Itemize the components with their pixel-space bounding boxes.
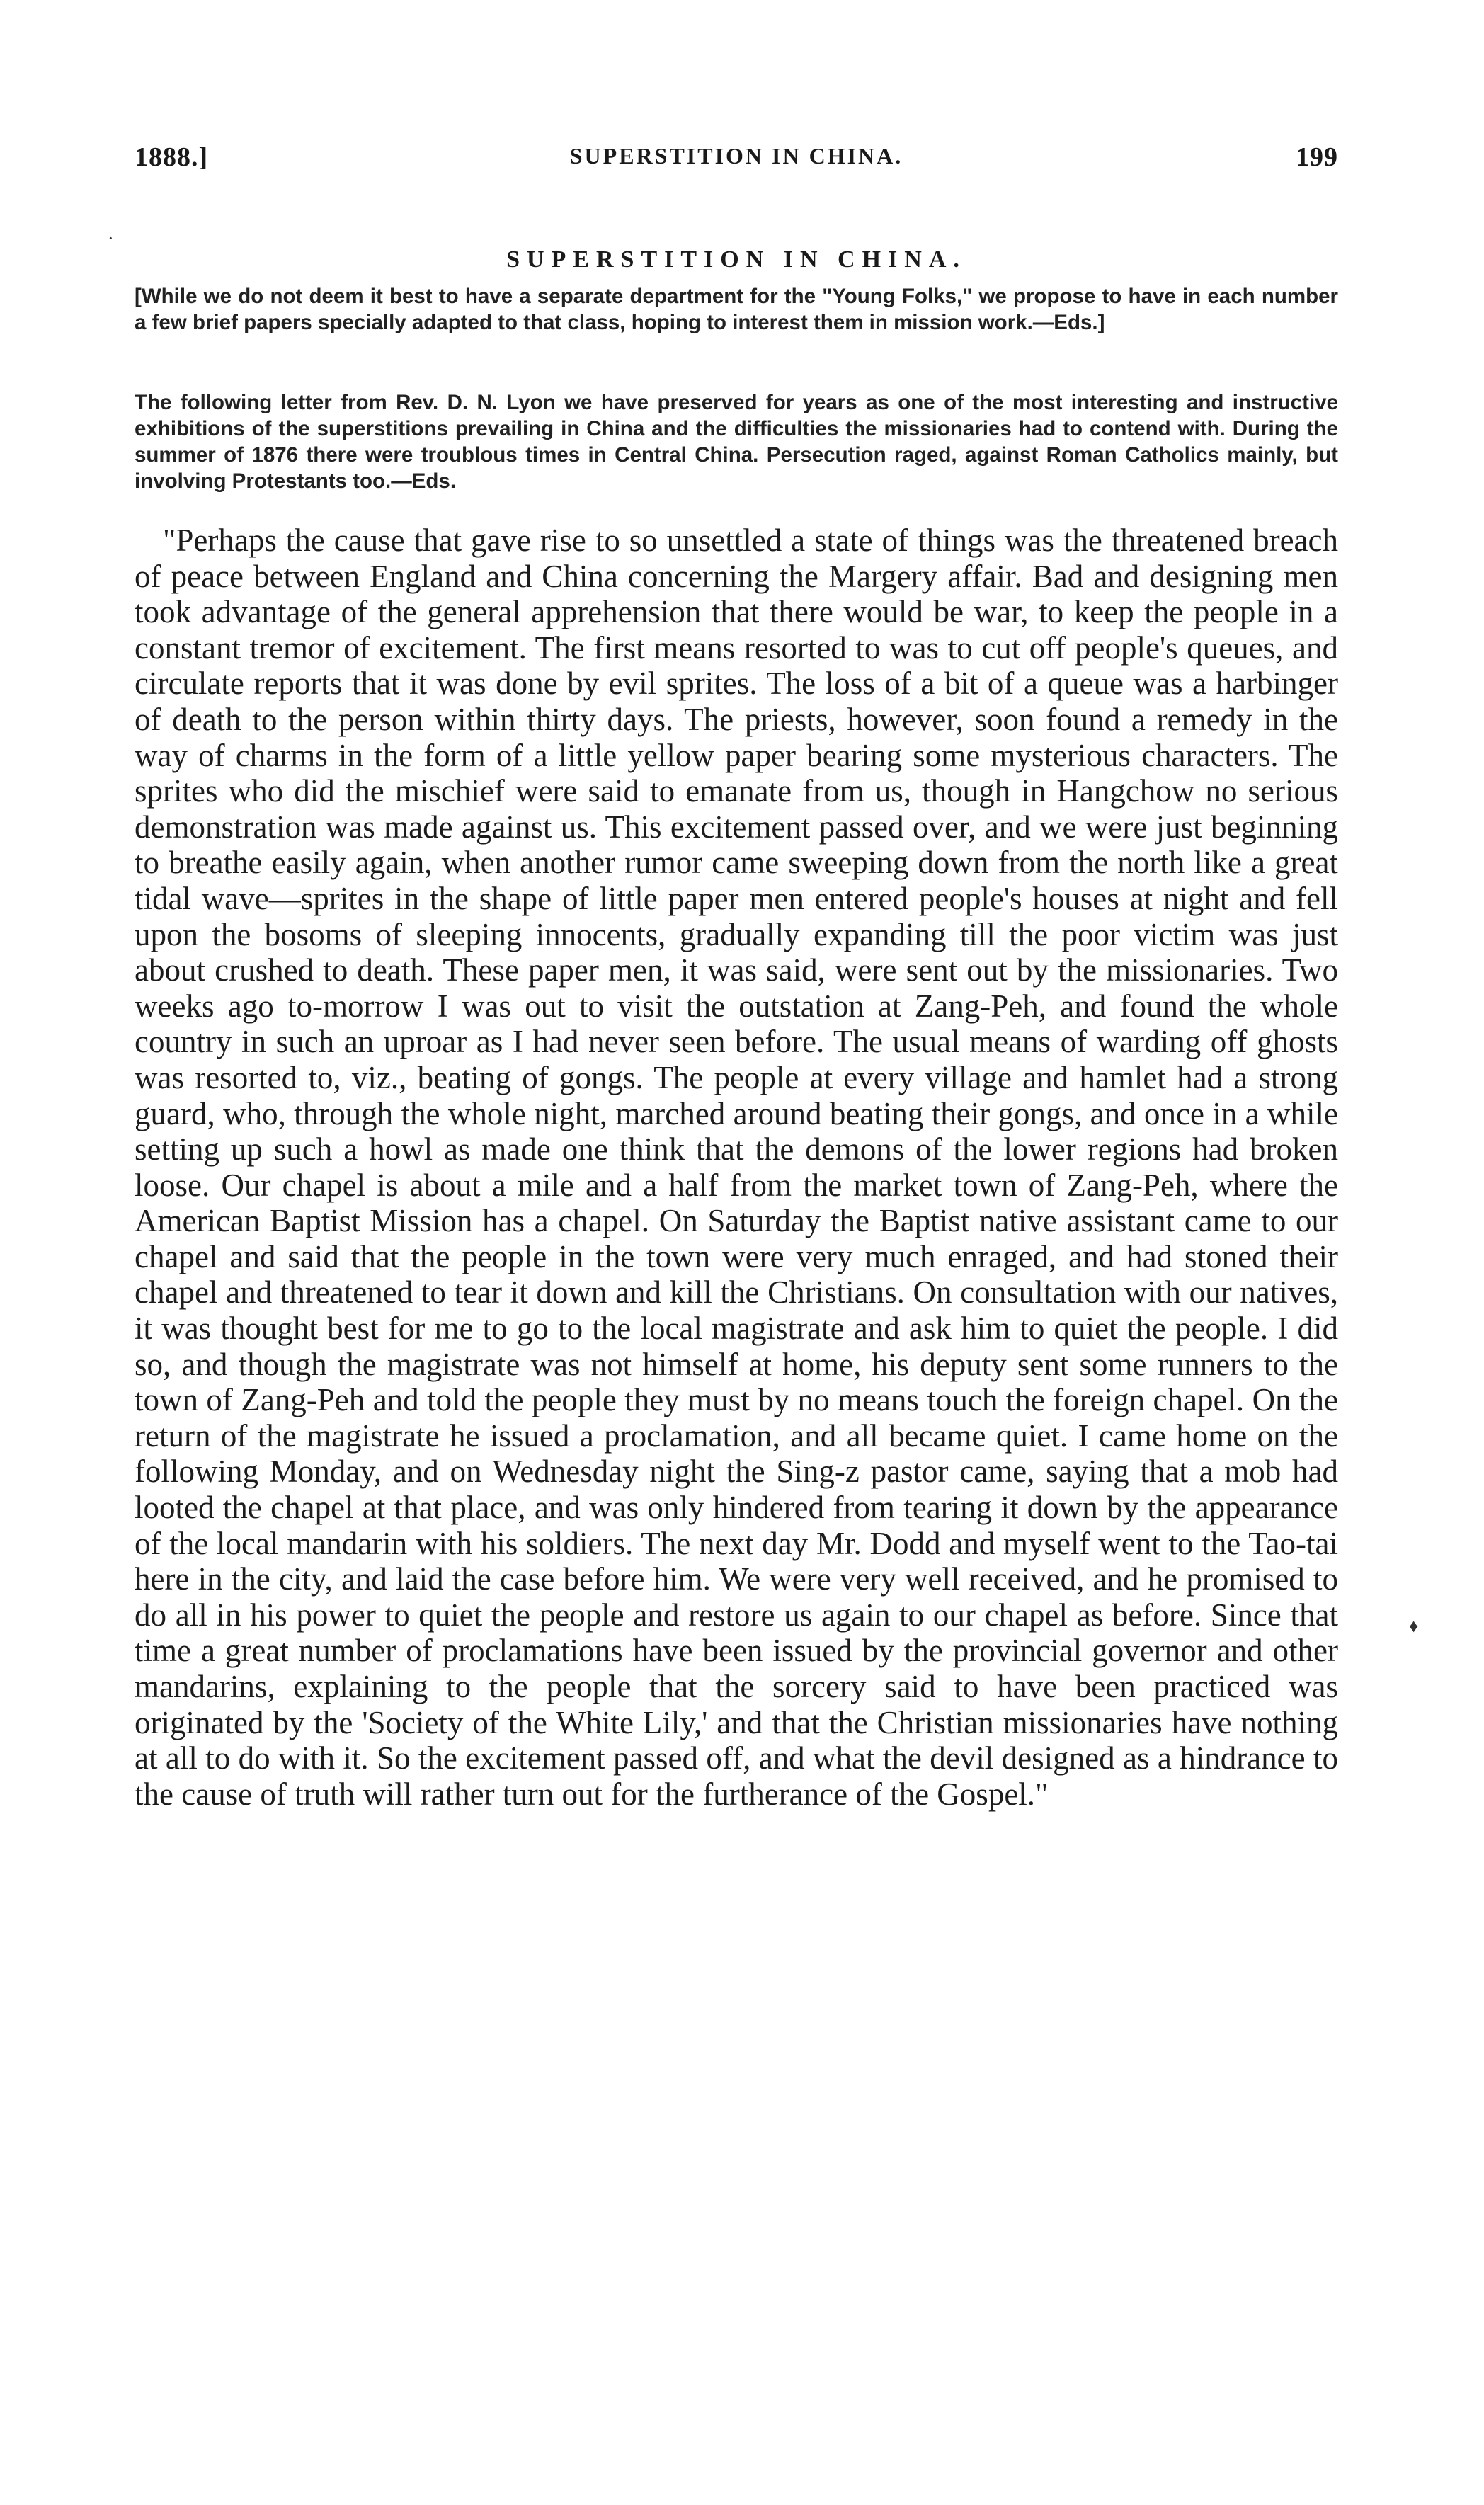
letter-body: "Perhaps the cause that gave rise to so unsettled a state of things was the threatened breach of peace between England and China concerning the Margery affair. Bad and designing men took advantage of the general apprehension that there would be war, to keep the people in a constant tremor of excitement. The first means resorted to was to cut off people's queues, and circulate reports that it was done by evil sprites. The loss of a bit of a queue was a harbinger of death to the person within thirty days. The priests, however, soon found a remedy in the way of charms in the form of a little yellow paper bearing some mysterious characters. The sprites who did the mischief were said to emanate from us, though in Hangchow no serious demonstration was made against us. This excitement passed over, and we were just beginning to breathe easily again, when another rumor came sweeping down from the north like a great tidal wave—sprites in the shape of little paper men entered people's houses at night and fell upon the bosoms of sleeping innocents, gradually expanding till the poor victim was just about crushed to death. These paper men, it was said, were sent out by the missionaries. Two weeks ago to-morrow I was out to visit the outstation at Zang-Peh, and found the whole country in such an uproar as I had never seen before. The usual means of warding off ghosts was resorted to, viz., beating of gongs. The people at every village and hamlet had a strong guard, who, through the whole night, marched around beating their gongs, and once in a while setting up such a howl as made one think that the demons of the lower regions had broken loose. Our chapel is about a mile and a half from the market town of Zang-Peh, where the American Baptist Mission has a chapel. On Saturday the Baptist native assistant came to our chapel and said that the people in the town were very much enraged, and had stoned their chapel and threatened to tear it down and kill the Christians. On consultation with our natives, it was thought best for me to go to the local magistrate and ask him to quiet the people. I did so, and though the magistrate was not himself at home, his deputy sent some runners to the town of Zang-Peh and told the people they must by no means touch the foreign chapel. On the return of the magistrate he issued a proclamation, and all became quiet. I came home on the following Monday, and on Wednesday night the Sing-z pastor came, saying that a mob had looted the chapel at that place, and was only hindered from tearing it down by the appearance of the local mandarin with his soldiers. The next day Mr. Dodd and myself went to the Tao-tai here in the city, and laid the case before him. We were very well received, and he promised to do all in his power to quiet the people and restore us again to our chapel as before. Since that time a great number of proclamations have been issued by the provincial governor and other mandarins, explaining to the people that the sorcery said to have been practiced was originated by the 'Society of the White Lily,' and that the Christian missionaries have nothing at all to do with it. So the excitement passed off, and what the devil designed as a hindrance to the cause of truth will rather turn out for the furtherance of the Gospel." bbox=[135, 523, 1338, 1812]
running-title: SUPERSTITION IN CHINA. bbox=[569, 143, 903, 169]
editor-note-intro: [While we do not deem it best to have a separate department for the "Young Folks," we propose to have in each number a few brief papers specially adapted to that class, hoping to interest them in mission work.—Eds.] bbox=[135, 285, 1338, 334]
editor-note-context: The following letter from Rev. D. N. Lyon we have preserved for years as one of the most interesting and instructive exhibitions of the superstitions prevailing in China and the difficulties the missionaries had to contend with. During the summer of 1876 there were troublous times in Central China. Persecution raged, against Roman Catholics mainly, but involving Protestants too.—Eds. bbox=[135, 391, 1338, 493]
page-number: 199 bbox=[1296, 142, 1338, 172]
margin-diamond: ♦ bbox=[1409, 1616, 1419, 1636]
year-label: 1888.] bbox=[135, 142, 209, 172]
running-head bbox=[135, 142, 1338, 184]
article-title: SUPERSTITION IN CHINA. bbox=[506, 246, 966, 273]
margin-dot: · bbox=[108, 228, 114, 249]
